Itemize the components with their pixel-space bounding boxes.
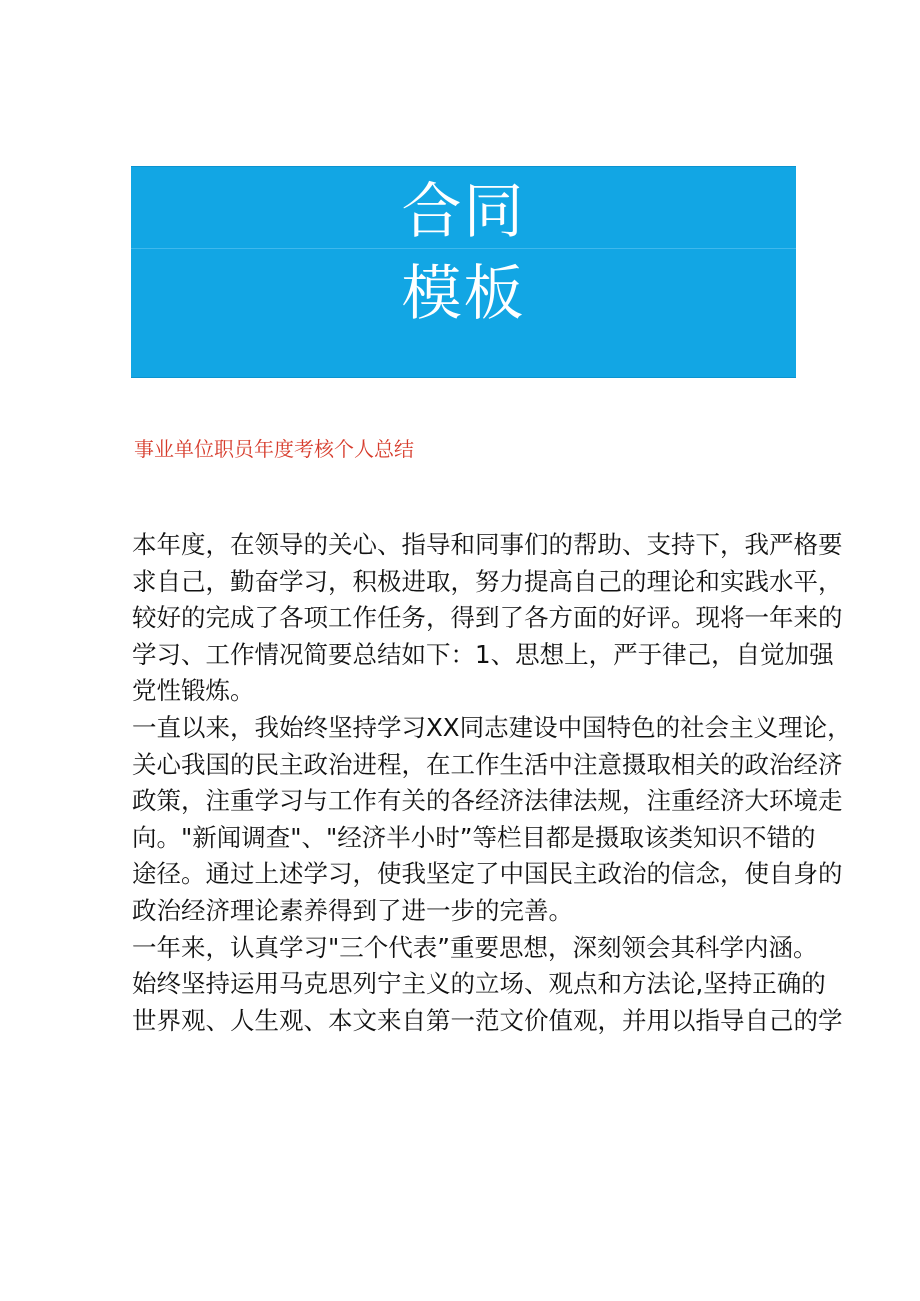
body-line: 一年来，认真学习"三个代表”重要思想，深刻领会其科学内涵。 <box>132 932 818 962</box>
body-line: 向。"新闻调查"、"经济半小时”等栏目都是摄取该类知识不错的 <box>132 822 816 852</box>
body-line: 关心我国的民主政治进程，在工作生活中注意摄取相关的政治经济 <box>132 749 843 779</box>
banner-title-line-2: 模板 <box>401 259 526 329</box>
body-line: 世界观、人生观、本文来自第一范文价值观，并用以指导自己的学 <box>132 1005 843 1035</box>
document-title: 事业单位职员年度考核个人总结 <box>134 437 414 461</box>
banner-divider <box>131 248 796 249</box>
body-line: 政治经济理论素养得到了进一步的完善。 <box>132 895 573 925</box>
body-line: 较好的完成了各项工作任务，得到了各方面的好评。现将一年来的 <box>132 603 843 633</box>
document-body <box>132 527 852 1039</box>
body-line: 学习、工作情况简要总结如下：1、思想上，严于律己，自觉加强 <box>132 639 834 669</box>
body-line: 一直以来，我始终坚持学习XX同志建设中国特色的社会主义理论， <box>132 712 852 742</box>
body-line: 始终坚持运用马克思列宁主义的立场、观点和方法论,坚持正确的 <box>132 969 826 999</box>
banner-title-line-1: 合同 <box>401 177 526 247</box>
body-line: 途径。通过上述学习，使我坚定了中国民主政治的信念，使自身的 <box>132 859 843 889</box>
template-banner <box>131 166 796 378</box>
body-line: 党性锻炼。 <box>132 676 255 706</box>
body-line: 政策，注重学习与工作有关的各经济法律法规，注重经济大环境走 <box>132 786 843 816</box>
body-line: 求自己，勤奋学习，积极进取，努力提高自己的理论和实践水平， <box>132 566 843 596</box>
body-line: 本年度，在领导的关心、指导和同事们的帮助、支持下，我严格要 <box>132 530 843 559</box>
